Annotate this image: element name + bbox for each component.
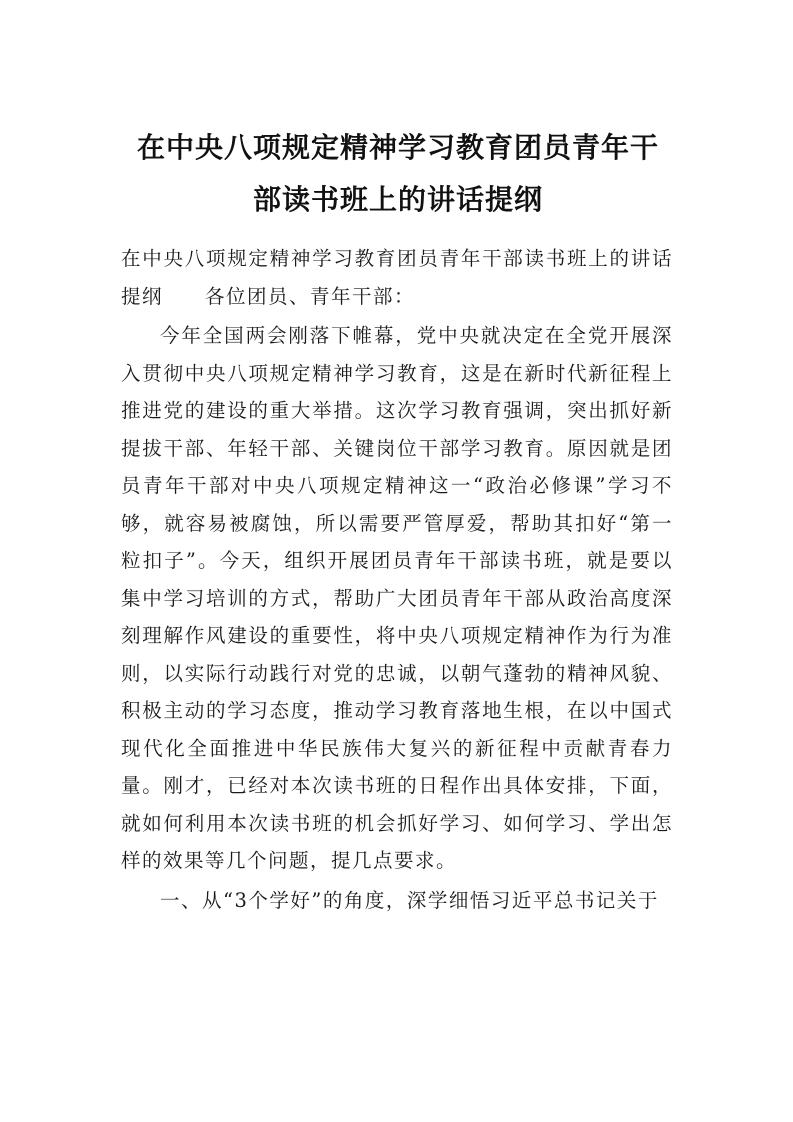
document-body — [121, 240, 673, 921]
intro-title: 在中央八项规定精神学习教育团员青年干部读书班上的讲话提纲 — [121, 247, 673, 308]
document-title — [118, 122, 678, 226]
title-line-2: 部读书班上的讲话提纲 — [252, 183, 543, 216]
paragraph-2: 一、从“3个学好”的角度，深学细悟习近平总书记关于 — [160, 888, 659, 912]
intro-paragraph — [121, 240, 673, 315]
salutation: 各位团员、青年干部： — [205, 284, 416, 308]
paragraph-1: 今年全国两会刚落下帷幕，党中央就决定在全党开展深入贯彻中央八项规定精神学习教育，这是在新时代新征程上推进党的建设的重大举措。这次学习教育强调，突出抓好新提拔干部、年轻干部、关键岗位干部学习教育。原因就是团员青年干部对中央八项规定精神这一“政治必修课”学习不够，就容易被腐蚀，所以需要严管厚爱，帮助其扣好“第一粒扣子”。今天，组织开展团员青年干部读书班，就是要以集中学习培训的方式，帮助广大团员青年干部从政治高度深刻理解作风建设的重要性，将中央八项规定精神作为行为准则，以实际行动践行对党的忠诚，以朝气蓬勃的精神风貌、积极主动的学习态度，推动学习教育落地生根，在以中国式现代化全面推进中华民族伟大复兴的新征程中贡献青春力量。刚才，已经对本次读书班的日程作出具体安排，下面，就如何利用本次读书班的机会抓好学习、如何学习、学出怎样的效果等几个问题，提几点要求。 — [121, 324, 673, 872]
title-line-1: 在中央八项规定精神学习教育团员青年干 — [136, 131, 659, 164]
